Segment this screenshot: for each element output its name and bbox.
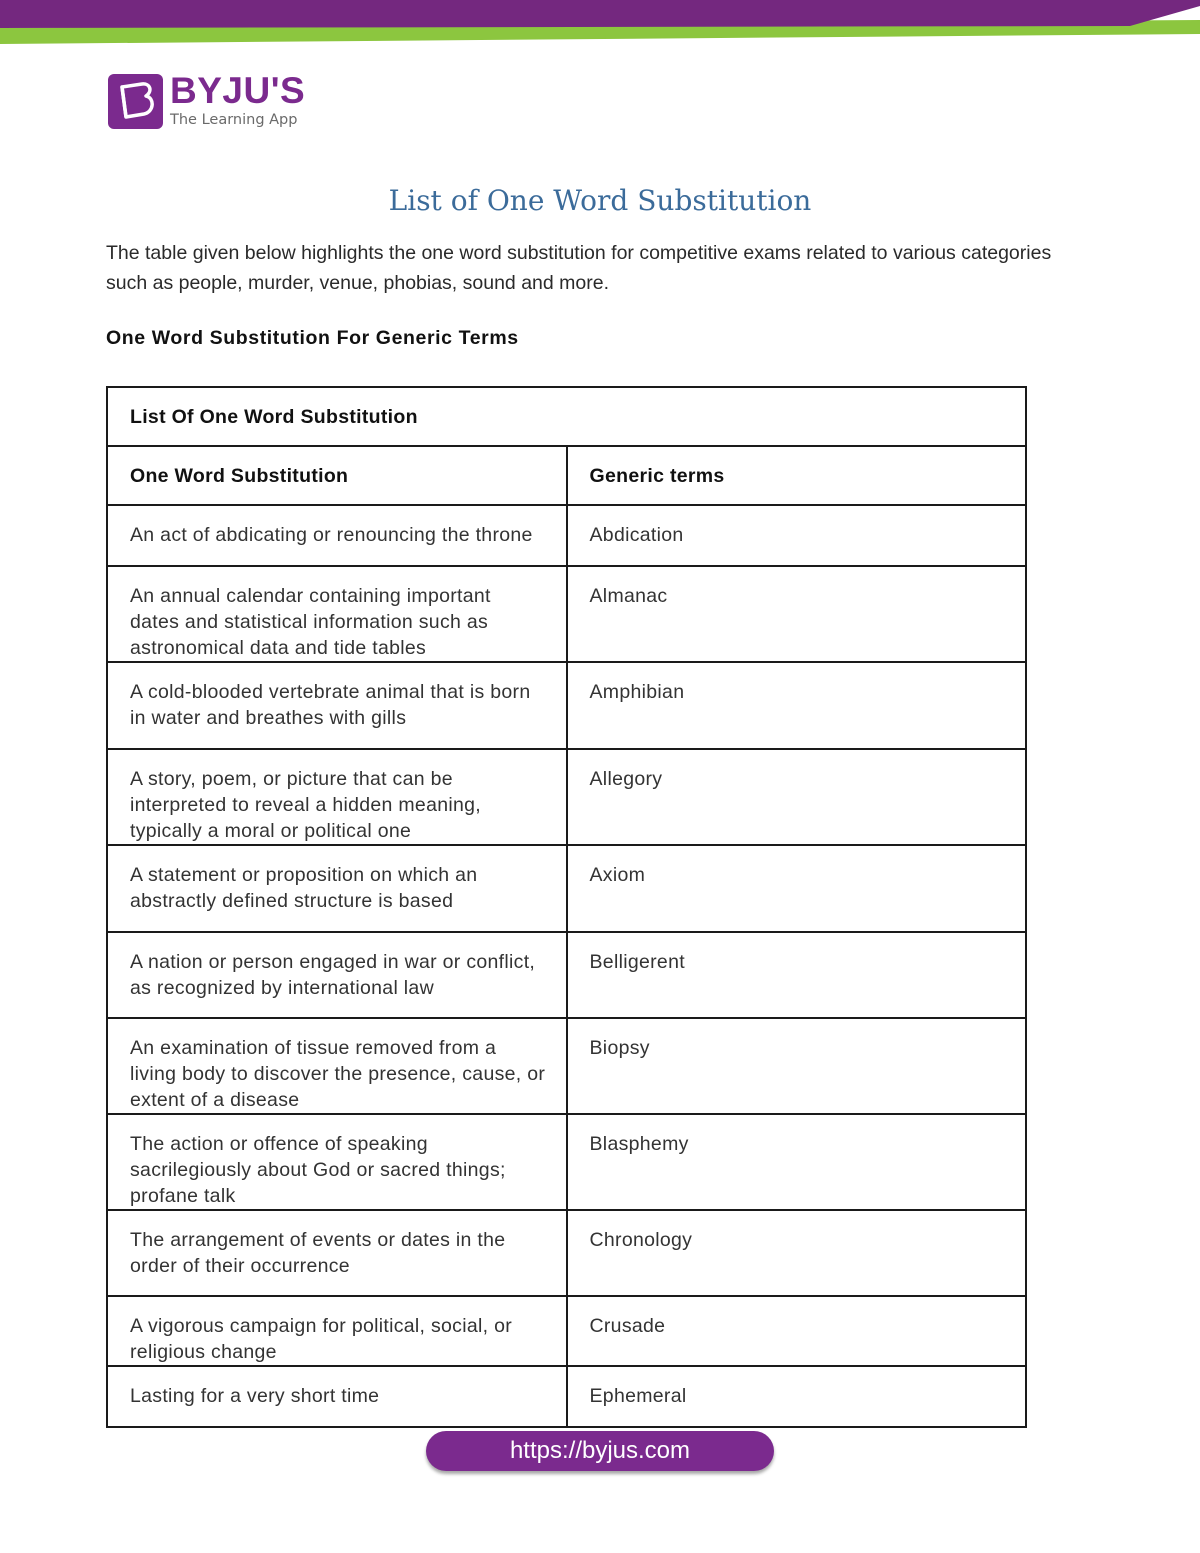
brand-tagline: The Learning App xyxy=(170,112,298,128)
table-row xyxy=(107,1296,1026,1366)
definition-cell: A cold-blooded vertebrate animal that is born in water and breathes with gills xyxy=(107,662,567,749)
definition-cell: Lasting for a very short time xyxy=(107,1366,567,1427)
table-row xyxy=(107,932,1026,1018)
definition-cell: A story, poem, or picture that can be interpreted to reveal a hidden meaning, typically a moral or political one xyxy=(107,749,567,845)
table-row xyxy=(107,566,1026,662)
definition-cell: A nation or person engaged in war or conflict, as recognized by international law xyxy=(107,932,567,1018)
table-header-row xyxy=(107,446,1026,505)
column-header-substitution: One Word Substitution xyxy=(107,446,567,505)
intro-paragraph: The table given below highlights the one word substitution for competitive exams related to various categories such as people, murder, venue, phobias, sound and more. xyxy=(106,242,1052,294)
table-caption: List Of One Word Substitution xyxy=(107,387,1026,446)
definition-cell: A statement or proposition on which an abstractly defined structure is based xyxy=(107,845,567,932)
term-cell: Almanac xyxy=(567,566,1027,662)
table-row xyxy=(107,845,1026,932)
definition-cell: An act of abdicating or renouncing the throne xyxy=(107,505,567,566)
term-cell: Chronology xyxy=(567,1210,1027,1296)
term-cell: Allegory xyxy=(567,749,1027,845)
table-row xyxy=(107,1210,1026,1296)
term-cell: Belligerent xyxy=(567,932,1027,1018)
definition-cell: A vigorous campaign for political, social, or religious change xyxy=(107,1296,567,1366)
term-cell: Ephemeral xyxy=(567,1366,1027,1427)
term-cell: Amphibian xyxy=(567,662,1027,749)
table-caption-row xyxy=(107,387,1026,446)
header-color-band xyxy=(0,0,1200,48)
table-row xyxy=(107,1366,1026,1427)
byjus-logo-icon xyxy=(108,74,163,129)
page-title: List of One Word Substitution xyxy=(388,184,812,217)
term-cell: Biopsy xyxy=(567,1018,1027,1114)
table-row xyxy=(107,662,1026,749)
term-cell: Abdication xyxy=(567,505,1027,566)
table-row xyxy=(107,1114,1026,1210)
table-row xyxy=(107,749,1026,845)
definition-cell: The action or offence of speaking sacrilegiously about God or sacred things; profane talk xyxy=(107,1114,567,1210)
section-heading: One Word Substitution For Generic Terms xyxy=(106,327,519,349)
term-cell: Blasphemy xyxy=(567,1114,1027,1210)
definition-cell: An examination of tissue removed from a living body to discover the presence, cause, or extent of a disease xyxy=(107,1018,567,1114)
website-link[interactable]: https://byjus.com xyxy=(426,1431,774,1471)
brand-name: BYJU'S xyxy=(170,70,306,111)
table-row xyxy=(107,505,1026,566)
column-header-generic-terms: Generic terms xyxy=(567,446,1027,505)
one-word-substitution-table xyxy=(106,386,1027,1428)
table-row xyxy=(107,1018,1026,1114)
term-cell: Crusade xyxy=(567,1296,1027,1366)
definition-cell: The arrangement of events or dates in the order of their occurrence xyxy=(107,1210,567,1296)
definition-cell: An annual calendar containing important dates and statistical information such as astronomical data and tide tables xyxy=(107,566,567,662)
byjus-logo xyxy=(108,70,318,132)
term-cell: Axiom xyxy=(567,845,1027,932)
